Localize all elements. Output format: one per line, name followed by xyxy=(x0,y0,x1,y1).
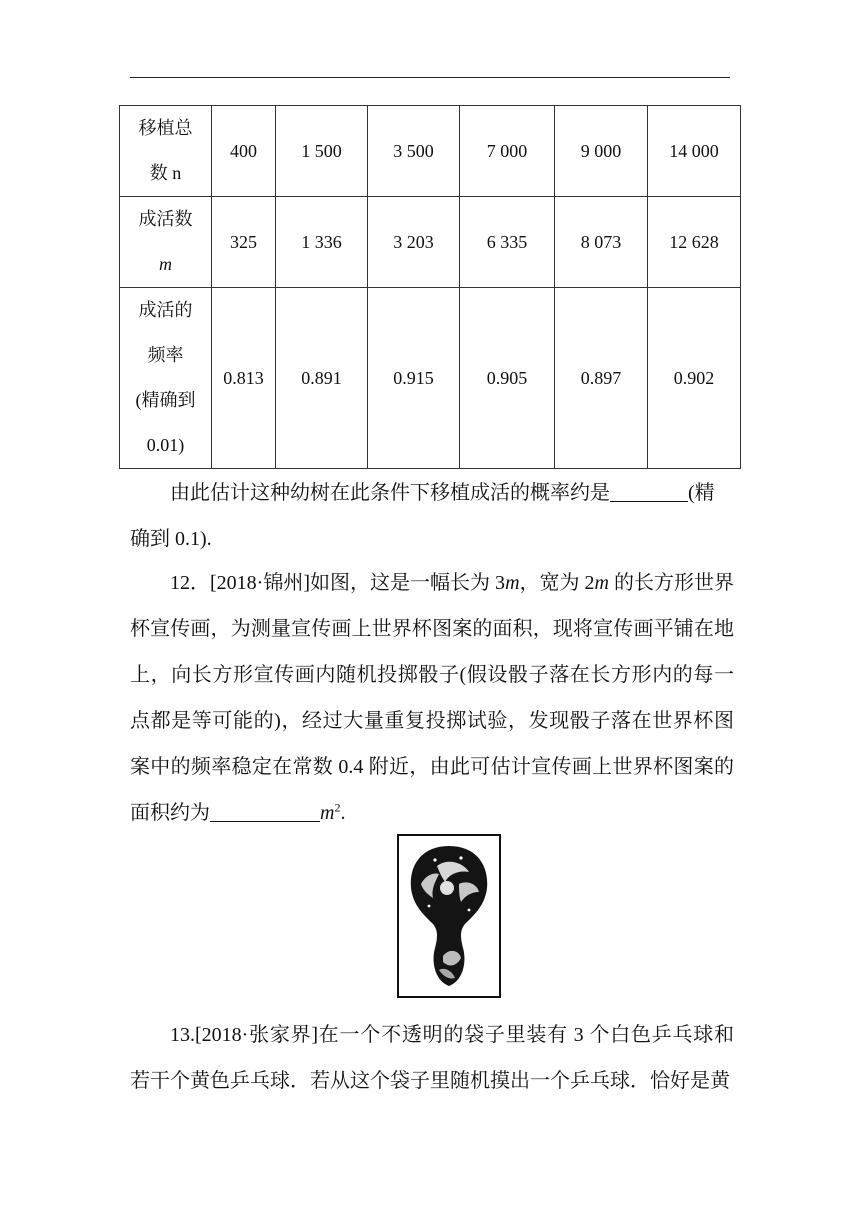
world-cup-trophy-figure xyxy=(397,834,501,998)
question-source: [2018·锦州] xyxy=(210,572,311,594)
table-cell: 0.891 xyxy=(276,288,368,469)
table-row xyxy=(120,197,741,288)
table-cell: 14 000 xyxy=(648,106,741,197)
table-cell: 7 000 xyxy=(460,106,555,197)
row-header-line: 移植总 xyxy=(138,118,193,138)
variable: m xyxy=(594,572,609,594)
question-text: ，宽为 2 xyxy=(519,572,595,594)
question-number: 13. xyxy=(170,1024,195,1046)
question-13 xyxy=(130,1012,734,1104)
transplant-table xyxy=(119,105,741,469)
row-header-line: m xyxy=(159,254,172,274)
question-number: 12． xyxy=(170,572,211,594)
row-header-line: 频率 xyxy=(147,345,184,365)
table-cell: 3 203 xyxy=(368,197,460,288)
q11-text-line2: 确到 0.1). xyxy=(130,528,212,550)
question-text: 在一个不透明的袋子里装有 3 个白色乒乓球和若干个黄色乒乓球．若从这个袋子里随机摸出一个乒乓球．恰好是黄 xyxy=(130,1024,735,1092)
question-text: 的长方形世界杯宣传画，为测量宣传画上世界杯图案的面积，现将宣传画平铺在地上，向长方形宣传画内随机投掷骰子(假设骰子落在长方形内的每一点都是等可能的)，经过大量重复投掷试验，发现骰子落在世界杯图案中的频率稳定在常数 0.4 附近，由此可估计宣传画上世界杯图案的面积约为 xyxy=(130,572,735,824)
table-cell: 8 073 xyxy=(555,197,648,288)
table-cell: 3 500 xyxy=(368,106,460,197)
row-header xyxy=(120,197,212,288)
variable: m xyxy=(505,572,520,594)
table-cell: 6 335 xyxy=(460,197,555,288)
q11-text: 由此估计这种幼树在此条件下移植成活的概率约是 xyxy=(170,482,610,504)
unit: m xyxy=(320,802,335,824)
table-row xyxy=(120,288,741,469)
q11-conclusion xyxy=(130,470,734,562)
table-cell: 0.905 xyxy=(460,288,555,469)
q11-text-after: (精 xyxy=(688,482,715,504)
table-cell: 325 xyxy=(212,197,276,288)
row-header xyxy=(120,106,212,197)
row-header-line: 成活的 xyxy=(138,300,193,320)
table-cell: 400 xyxy=(212,106,276,197)
table-cell: 1 500 xyxy=(276,106,368,197)
answer-blank[interactable] xyxy=(610,481,688,502)
row-header-line: 数 n xyxy=(149,163,182,183)
question-text: . xyxy=(340,802,346,824)
unit-exponent: 2 xyxy=(334,800,341,815)
table-cell: 0.897 xyxy=(555,288,648,469)
row-header xyxy=(120,288,212,469)
question-text: 如图，这是一幅长为 3 xyxy=(310,572,506,594)
trophy-icon xyxy=(399,836,499,996)
table-row xyxy=(120,106,741,197)
table-cell: 1 336 xyxy=(276,197,368,288)
table-cell: 0.813 xyxy=(212,288,276,469)
question-source: [2018·张家界] xyxy=(195,1024,319,1046)
row-header-line: 0.01) xyxy=(146,435,185,455)
table-cell: 0.902 xyxy=(648,288,741,469)
answer-blank[interactable] xyxy=(210,801,320,822)
table-cell: 0.915 xyxy=(368,288,460,469)
row-header-line: 成活数 xyxy=(138,209,193,229)
table-cell: 9 000 xyxy=(555,106,648,197)
question-12 xyxy=(130,560,734,836)
row-header-line: (精确到 xyxy=(135,390,196,410)
table-cell: 12 628 xyxy=(648,197,741,288)
header-rule xyxy=(130,77,730,78)
